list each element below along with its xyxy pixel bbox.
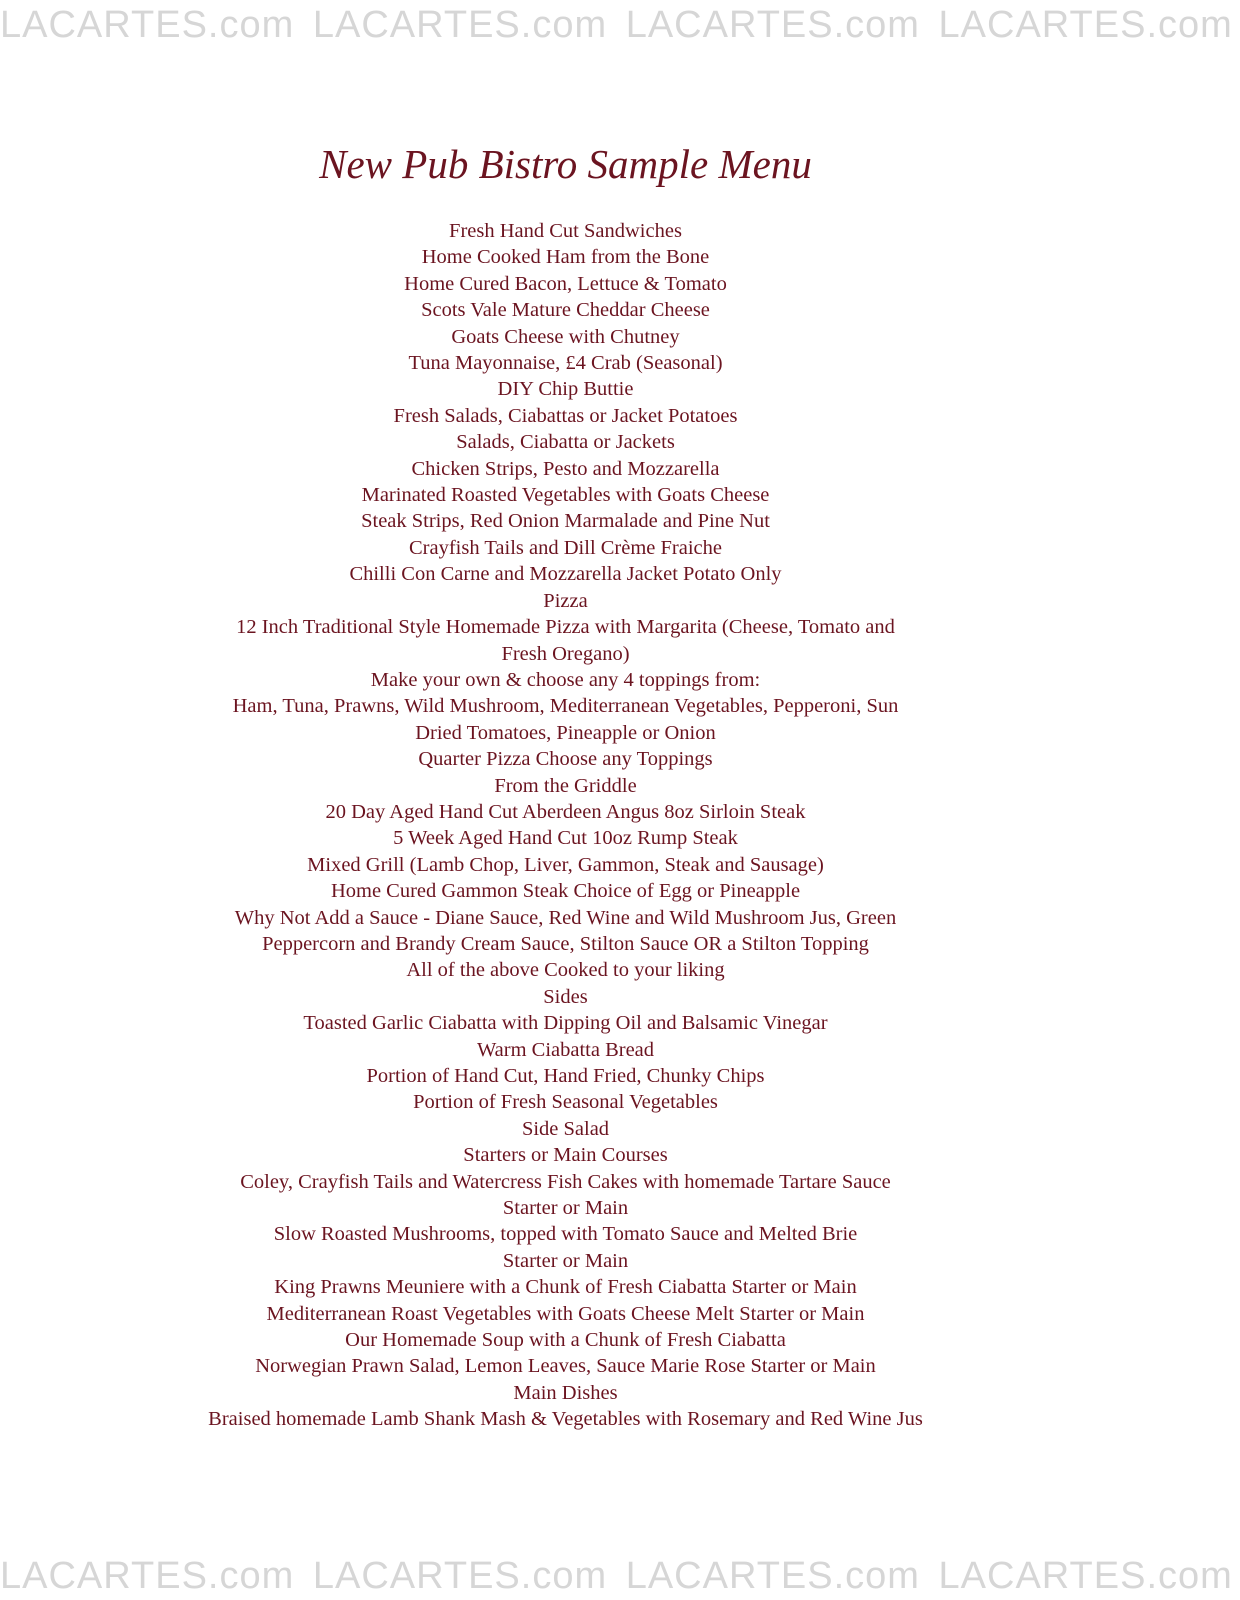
menu-line: Fresh Oregano)	[501, 642, 630, 665]
watermark-bottom	[0, 1555, 1233, 1597]
menu-line: Tuna Mayonnaise, £4 Crab (Seasonal)	[408, 352, 723, 375]
menu-line: Warm Ciabatta Bread	[476, 1038, 655, 1061]
menu-line: Home Cured Bacon, Lettuce & Tomato	[404, 272, 727, 295]
menu-line: All of the above Cooked to your liking	[406, 959, 725, 982]
menu-line: Goats Cheese with Chutney	[451, 325, 680, 348]
menu-line: King Prawns Meuniere with a Chunk of Fresh Ciabatta Starter or Main	[274, 1276, 857, 1299]
watermark-text: LACARTES.com	[625, 4, 920, 46]
menu-line: From the Griddle	[494, 774, 637, 797]
menu-line: Marinated Roasted Vegetables with Goats Cheese	[361, 484, 770, 507]
menu-line: Norwegian Prawn Salad, Lemon Leaves, Sauce Marie Rose Starter or Main	[255, 1355, 876, 1378]
menu-line: Side Salad	[521, 1117, 610, 1140]
menu-line: Crayfish Tails and Dill Crème Fraiche	[408, 536, 722, 559]
menu-line: Home Cured Gammon Steak Choice of Egg or Pineapple	[330, 880, 801, 903]
menu-line: Braised homemade Lamb Shank Mash & Vegetables with Rosemary and Red Wine Jus	[208, 1408, 923, 1431]
menu-line: Portion of Fresh Seasonal Vegetables	[413, 1091, 718, 1114]
menu-line: Fresh Hand Cut Sandwiches	[449, 220, 682, 242]
menu-line: Why Not Add a Sauce - Diane Sauce, Red Wine and Wild Mushroom Jus, Green	[234, 906, 897, 929]
menu-line: Make your own & choose any 4 toppings from:	[370, 668, 761, 691]
watermark-top	[0, 4, 1233, 46]
menu-line: Main Dishes	[513, 1381, 618, 1404]
menu-line: 12 Inch Traditional Style Homemade Pizza with Margarita (Cheese, Tomato and	[236, 616, 895, 639]
menu-line: Ham, Tuna, Prawns, Wild Mushroom, Mediterranean Vegetables, Pepperoni, Sun	[232, 695, 899, 718]
menu-line: Chilli Con Carne and Mozzarella Jacket Potato Only	[349, 563, 782, 586]
menu-line: Portion of Hand Cut, Hand Fried, Chunky Chips	[366, 1065, 765, 1087]
menu-line: Sides	[543, 985, 588, 1008]
menu-line: Quarter Pizza Choose any Toppings	[418, 748, 713, 771]
menu-line: Coley, Crayfish Tails and Watercress Fish Cakes with homemade Tartare Sauce	[240, 1170, 891, 1193]
menu-line: Starters or Main Courses	[463, 1144, 668, 1167]
menu-line: Toasted Garlic Ciabatta with Dipping Oil and Balsamic Vinegar	[303, 1012, 828, 1035]
watermark-text: LACARTES.com	[0, 1555, 295, 1597]
menu-line: Salads, Ciabatta or Jackets	[456, 431, 675, 454]
menu-line: Starter or Main	[502, 1197, 629, 1220]
watermark-text: LACARTES.com	[625, 1555, 920, 1597]
menu-title: New Pub Bistro Sample Menu	[319, 141, 812, 187]
menu-line: Chicken Strips, Pesto and Mozzarella	[411, 457, 720, 480]
menu-line: Mediterranean Roast Vegetables with Goats Cheese Melt Starter or Main	[266, 1302, 865, 1325]
menu-line: Slow Roasted Mushrooms, topped with Tomato Sauce and Melted Brie	[273, 1223, 858, 1246]
menu-line: Dried Tomatoes, Pineapple or Onion	[415, 721, 716, 744]
watermark-text: LACARTES.com	[938, 4, 1233, 46]
watermark-text: LACARTES.com	[0, 4, 295, 46]
menu-line: Home Cooked Ham from the Bone	[421, 246, 710, 269]
menu-line: Mixed Grill (Lamb Chop, Liver, Gammon, Steak and Sausage)	[307, 853, 824, 876]
menu-line: Fresh Salads, Ciabattas or Jacket Potatoes	[393, 404, 738, 427]
watermark-text: LACARTES.com	[312, 1555, 608, 1597]
menu-line: Scots Vale Mature Cheddar Cheese	[421, 299, 710, 322]
watermark-text: LACARTES.com	[312, 4, 608, 46]
menu-line: Pizza	[543, 589, 588, 612]
menu-line: Starter or Main	[502, 1249, 629, 1272]
menu-list	[0, 218, 1131, 1433]
menu-line: DIY Chip Buttie	[497, 378, 634, 401]
watermark-text: LACARTES.com	[938, 1555, 1233, 1597]
menu-line: Our Homemade Soup with a Chunk of Fresh Ciabatta	[345, 1329, 786, 1352]
menu-line: 5 Week Aged Hand Cut 10oz Rump Steak	[393, 827, 738, 850]
menu-line: Steak Strips, Red Onion Marmalade and Pine Nut	[361, 510, 770, 533]
menu-line: Peppercorn and Brandy Cream Sauce, Stilton Sauce OR a Stilton Topping	[262, 932, 869, 955]
menu-line: 20 Day Aged Hand Cut Aberdeen Angus 8oz Sirloin Steak	[325, 800, 806, 823]
